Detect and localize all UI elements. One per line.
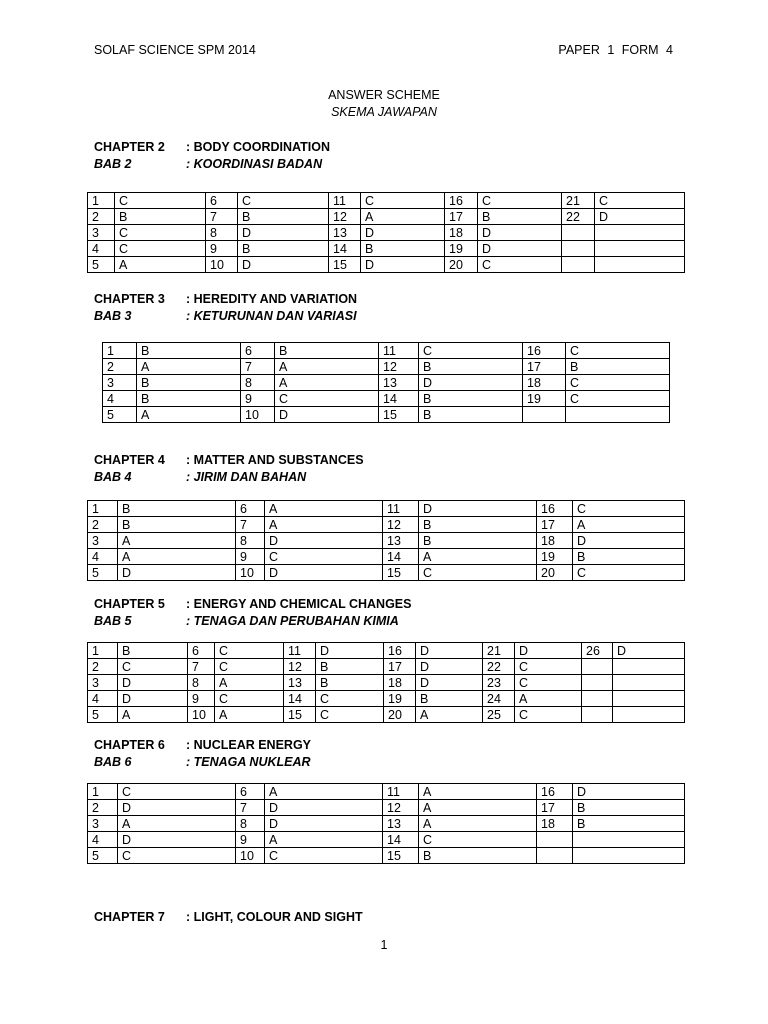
answer-cell: B: [573, 800, 685, 816]
question-number-cell: 18: [537, 533, 573, 549]
question-number-cell: 3: [103, 375, 137, 391]
answer-cell: D: [118, 675, 188, 691]
answer-cell: C: [419, 565, 537, 581]
question-number-cell: [582, 675, 613, 691]
answer-cell: A: [419, 800, 537, 816]
question-number-cell: 17: [384, 659, 416, 675]
answer-cell: D: [478, 225, 562, 241]
answer-cell: C: [275, 391, 379, 407]
question-number-cell: 7: [241, 359, 275, 375]
answer-cell: C: [215, 691, 284, 707]
question-number-cell: 4: [88, 549, 118, 565]
question-number-cell: [537, 832, 573, 848]
question-number-cell: 6: [206, 193, 238, 209]
question-number-cell: 21: [562, 193, 595, 209]
question-number-cell: 8: [241, 375, 275, 391]
question-number-cell: 20: [384, 707, 416, 723]
question-number-cell: 9: [236, 832, 265, 848]
chapter-label: CHAPTER 4: [94, 453, 165, 467]
question-number-cell: 7: [236, 800, 265, 816]
answer-cell: D: [573, 784, 685, 800]
question-number-cell: 13: [329, 225, 361, 241]
table-row: [88, 533, 685, 549]
question-number-cell: 13: [383, 816, 419, 832]
question-number-cell: 9: [241, 391, 275, 407]
question-number-cell: 12: [329, 209, 361, 225]
answer-cell: B: [416, 691, 483, 707]
question-number-cell: 2: [88, 659, 118, 675]
question-number-cell: 12: [284, 659, 316, 675]
table-row: [88, 800, 685, 816]
table-row: [88, 193, 685, 209]
answer-cell: C: [265, 848, 383, 864]
question-number-cell: 2: [88, 517, 118, 533]
table-row: [88, 707, 685, 723]
answer-cell: C: [215, 643, 284, 659]
chapter-7-heading: [94, 909, 363, 926]
question-number-cell: 19: [384, 691, 416, 707]
question-number-cell: 12: [383, 517, 419, 533]
answer-cell: C: [361, 193, 445, 209]
answer-cell: D: [419, 375, 523, 391]
question-number-cell: 14: [383, 549, 419, 565]
answer-cell: C: [515, 707, 582, 723]
chapter-6-answer-table: [87, 783, 685, 864]
chapter-2-answer-table: [87, 192, 685, 273]
answer-cell: A: [416, 707, 483, 723]
answer-cell: A: [265, 501, 383, 517]
answer-cell: D: [238, 225, 329, 241]
question-number-cell: 4: [88, 832, 118, 848]
question-number-cell: 5: [88, 848, 118, 864]
answer-cell: B: [573, 549, 685, 565]
question-number-cell: 18: [384, 675, 416, 691]
table-row: [103, 359, 670, 375]
question-number-cell: 7: [206, 209, 238, 225]
question-number-cell: 4: [88, 691, 118, 707]
question-number-cell: 1: [103, 343, 137, 359]
chapter-4-heading: [94, 452, 364, 486]
answer-cell: A: [515, 691, 582, 707]
chapter-5-heading: [94, 596, 411, 630]
question-number-cell: 22: [483, 659, 515, 675]
question-number-cell: 10: [236, 848, 265, 864]
answer-cell: C: [215, 659, 284, 675]
answer-cell: B: [419, 359, 523, 375]
answer-cell: B: [361, 241, 445, 257]
answer-cell: D: [275, 407, 379, 423]
answer-cell: B: [238, 209, 329, 225]
question-number-cell: 16: [445, 193, 478, 209]
answer-cell: C: [115, 193, 206, 209]
table-row: [103, 343, 670, 359]
answer-cell: D: [265, 565, 383, 581]
table-row: [88, 241, 685, 257]
answer-cell: B: [275, 343, 379, 359]
table-row: [88, 549, 685, 565]
question-number-cell: 15: [329, 257, 361, 273]
bab-title: : TENAGA NUKLEAR: [186, 755, 311, 769]
bab-title: : KETURUNAN DAN VARIASI: [186, 309, 357, 323]
question-number-cell: [523, 407, 566, 423]
question-number-cell: 14: [284, 691, 316, 707]
answer-cell: A: [265, 832, 383, 848]
question-number-cell: [562, 225, 595, 241]
question-number-cell: 23: [483, 675, 515, 691]
question-number-cell: 15: [383, 848, 419, 864]
question-number-cell: 10: [241, 407, 275, 423]
question-number-cell: 20: [537, 565, 573, 581]
answer-cell: B: [566, 359, 670, 375]
question-number-cell: 15: [383, 565, 419, 581]
question-number-cell: 3: [88, 225, 115, 241]
answer-cell: D: [573, 533, 685, 549]
question-number-cell: 20: [445, 257, 478, 273]
question-number-cell: 11: [329, 193, 361, 209]
answer-cell: B: [419, 533, 537, 549]
question-number-cell: 10: [206, 257, 238, 273]
chapter-label: CHAPTER 3: [94, 292, 165, 306]
chapter-title: : HEREDITY AND VARIATION: [186, 292, 358, 306]
table-row: [103, 391, 670, 407]
header-left: SOLAF SCIENCE SPM 2014: [94, 43, 256, 57]
question-number-cell: 6: [241, 343, 275, 359]
chapter-3-heading: [94, 291, 357, 325]
page-title: ANSWER SCHEME: [328, 88, 440, 102]
answer-cell: D: [416, 659, 483, 675]
question-number-cell: 1: [88, 643, 118, 659]
answer-cell: D: [515, 643, 582, 659]
answer-cell: B: [419, 848, 537, 864]
question-number-cell: 21: [483, 643, 515, 659]
answer-cell: B: [419, 391, 523, 407]
answer-cell: B: [573, 816, 685, 832]
answer-cell: C: [115, 241, 206, 257]
answer-cell: [573, 832, 685, 848]
question-number-cell: 19: [523, 391, 566, 407]
answer-cell: A: [137, 407, 241, 423]
table-row: [88, 675, 685, 691]
answer-cell: B: [316, 675, 384, 691]
question-number-cell: 5: [88, 565, 118, 581]
question-number-cell: 11: [383, 501, 419, 517]
answer-cell: B: [118, 643, 188, 659]
answer-cell: B: [137, 343, 241, 359]
answer-cell: C: [118, 784, 236, 800]
question-number-cell: 1: [88, 501, 118, 517]
question-number-cell: 25: [483, 707, 515, 723]
question-number-cell: 6: [236, 784, 265, 800]
question-number-cell: 7: [236, 517, 265, 533]
question-number-cell: 6: [188, 643, 215, 659]
answer-cell: A: [215, 707, 284, 723]
answer-cell: A: [118, 816, 236, 832]
answer-cell: [595, 225, 685, 241]
question-number-cell: 9: [188, 691, 215, 707]
answer-cell: A: [137, 359, 241, 375]
question-number-cell: 14: [379, 391, 419, 407]
question-number-cell: 1: [88, 784, 118, 800]
answer-cell: A: [419, 784, 537, 800]
question-number-cell: 6: [236, 501, 265, 517]
question-number-cell: 8: [236, 816, 265, 832]
question-number-cell: 10: [188, 707, 215, 723]
answer-cell: D: [595, 209, 685, 225]
question-number-cell: 15: [379, 407, 419, 423]
question-number-cell: 2: [88, 800, 118, 816]
answer-cell: C: [238, 193, 329, 209]
chapter-2-heading: [94, 139, 330, 173]
answer-cell: C: [515, 675, 582, 691]
question-number-cell: 18: [523, 375, 566, 391]
answer-cell: C: [115, 225, 206, 241]
answer-cell: [613, 659, 685, 675]
question-number-cell: 8: [236, 533, 265, 549]
table-row: [88, 225, 685, 241]
answer-cell: D: [118, 832, 236, 848]
answer-cell: B: [118, 501, 236, 517]
bab-label: BAB 4: [94, 470, 132, 484]
question-number-cell: 14: [329, 241, 361, 257]
table-row: [88, 257, 685, 273]
answer-cell: C: [478, 193, 562, 209]
answer-cell: C: [118, 659, 188, 675]
answer-cell: C: [595, 193, 685, 209]
chapter-title: : MATTER AND SUBSTANCES: [186, 453, 364, 467]
question-number-cell: 2: [88, 209, 115, 225]
answer-cell: D: [361, 257, 445, 273]
chapter-5-answer-table: [87, 642, 685, 723]
answer-cell: A: [419, 549, 537, 565]
question-number-cell: 4: [103, 391, 137, 407]
answer-cell: A: [118, 707, 188, 723]
answer-cell: B: [419, 407, 523, 423]
question-number-cell: 13: [284, 675, 316, 691]
question-number-cell: [582, 691, 613, 707]
answer-cell: D: [316, 643, 384, 659]
answer-cell: C: [573, 501, 685, 517]
question-number-cell: [562, 257, 595, 273]
question-number-cell: 16: [537, 501, 573, 517]
table-row: [88, 816, 685, 832]
question-number-cell: 13: [383, 533, 419, 549]
answer-cell: D: [416, 643, 483, 659]
question-number-cell: 14: [383, 832, 419, 848]
question-number-cell: [562, 241, 595, 257]
table-row: [103, 375, 670, 391]
question-number-cell: 17: [537, 800, 573, 816]
answer-cell: D: [118, 565, 236, 581]
answer-cell: [613, 675, 685, 691]
answer-cell: A: [573, 517, 685, 533]
answer-cell: B: [137, 375, 241, 391]
chapter-6-heading: [94, 737, 311, 771]
answer-cell: A: [361, 209, 445, 225]
answer-cell: C: [118, 848, 236, 864]
question-number-cell: 24: [483, 691, 515, 707]
question-number-cell: 18: [537, 816, 573, 832]
bab-title: : JIRIM DAN BAHAN: [186, 470, 307, 484]
question-number-cell: 19: [445, 241, 478, 257]
answer-cell: C: [419, 343, 523, 359]
answer-cell: A: [118, 533, 236, 549]
answer-cell: C: [573, 565, 685, 581]
answer-cell: B: [118, 517, 236, 533]
question-number-cell: 11: [284, 643, 316, 659]
chapter-title: : NUCLEAR ENERGY: [186, 738, 312, 752]
question-number-cell: 19: [537, 549, 573, 565]
table-row: [88, 784, 685, 800]
answer-cell: B: [115, 209, 206, 225]
question-number-cell: 4: [88, 241, 115, 257]
question-number-cell: 11: [383, 784, 419, 800]
answer-cell: A: [215, 675, 284, 691]
answer-cell: D: [419, 501, 537, 517]
question-number-cell: 12: [383, 800, 419, 816]
answer-cell: A: [419, 816, 537, 832]
question-number-cell: 2: [103, 359, 137, 375]
table-row: [88, 832, 685, 848]
bab-label: BAB 2: [94, 157, 132, 171]
answer-cell: C: [566, 391, 670, 407]
question-number-cell: 18: [445, 225, 478, 241]
question-number-cell: 11: [379, 343, 419, 359]
answer-cell: [613, 707, 685, 723]
answer-cell: D: [416, 675, 483, 691]
table-row: [88, 209, 685, 225]
answer-cell: B: [316, 659, 384, 675]
answer-cell: A: [275, 375, 379, 391]
question-number-cell: 16: [384, 643, 416, 659]
answer-cell: A: [265, 784, 383, 800]
chapter-title: : LIGHT, COLOUR AND SIGHT: [186, 910, 363, 924]
page-subtitle: SKEMA JAWAPAN: [331, 105, 437, 119]
table-row: [88, 565, 685, 581]
question-number-cell: 3: [88, 675, 118, 691]
page-number: 1: [380, 938, 388, 952]
answer-cell: C: [316, 691, 384, 707]
chapter-label: CHAPTER 5: [94, 597, 165, 611]
question-number-cell: 5: [103, 407, 137, 423]
table-row: [88, 517, 685, 533]
table-row: [103, 407, 670, 423]
question-number-cell: 16: [537, 784, 573, 800]
answer-cell: B: [238, 241, 329, 257]
question-number-cell: 17: [445, 209, 478, 225]
answer-cell: C: [419, 832, 537, 848]
answer-cell: D: [265, 800, 383, 816]
table-row: [88, 501, 685, 517]
question-number-cell: 17: [537, 517, 573, 533]
question-number-cell: 16: [523, 343, 566, 359]
question-number-cell: 8: [206, 225, 238, 241]
question-number-cell: 9: [206, 241, 238, 257]
answer-cell: [595, 257, 685, 273]
answer-cell: B: [419, 517, 537, 533]
chapter-title: : ENERGY AND CHEMICAL CHANGES: [186, 597, 412, 611]
question-number-cell: 5: [88, 257, 115, 273]
table-row: [88, 848, 685, 864]
answer-cell: C: [566, 375, 670, 391]
answer-cell: C: [566, 343, 670, 359]
answer-cell: A: [115, 257, 206, 273]
answer-cell: A: [118, 549, 236, 565]
answer-cell: [566, 407, 670, 423]
answer-cell: B: [137, 391, 241, 407]
bab-title: : TENAGA DAN PERUBAHAN KIMIA: [186, 614, 399, 628]
question-number-cell: 12: [379, 359, 419, 375]
chapter-label: CHAPTER 7: [94, 910, 165, 924]
chapter-4-answer-table: [87, 500, 685, 581]
answer-cell: D: [238, 257, 329, 273]
question-number-cell: 1: [88, 193, 115, 209]
question-number-cell: [582, 707, 613, 723]
answer-cell: [613, 691, 685, 707]
bab-label: BAB 5: [94, 614, 132, 628]
answer-cell: D: [265, 533, 383, 549]
question-number-cell: [582, 659, 613, 675]
question-number-cell: 17: [523, 359, 566, 375]
answer-cell: D: [118, 691, 188, 707]
question-number-cell: 9: [236, 549, 265, 565]
question-number-cell: 13: [379, 375, 419, 391]
answer-cell: [573, 848, 685, 864]
answer-cell: C: [515, 659, 582, 675]
bab-label: BAB 6: [94, 755, 132, 769]
answer-cell: C: [316, 707, 384, 723]
answer-cell: D: [118, 800, 236, 816]
question-number-cell: 8: [188, 675, 215, 691]
question-number-cell: 7: [188, 659, 215, 675]
answer-cell: A: [265, 517, 383, 533]
chapter-title: : BODY COORDINATION: [186, 140, 330, 154]
answer-cell: D: [478, 241, 562, 257]
table-row: [88, 643, 685, 659]
bab-label: BAB 3: [94, 309, 132, 323]
answer-cell: A: [275, 359, 379, 375]
bab-title: : KOORDINASI BADAN: [186, 157, 323, 171]
answer-cell: [595, 241, 685, 257]
question-number-cell: 15: [284, 707, 316, 723]
question-number-cell: [537, 848, 573, 864]
chapter-label: CHAPTER 6: [94, 738, 165, 752]
answer-cell: C: [478, 257, 562, 273]
answer-cell: D: [613, 643, 685, 659]
answer-cell: C: [265, 549, 383, 565]
answer-cell: D: [265, 816, 383, 832]
question-number-cell: 5: [88, 707, 118, 723]
question-number-cell: 3: [88, 533, 118, 549]
table-row: [88, 691, 685, 707]
chapter-label: CHAPTER 2: [94, 140, 165, 154]
question-number-cell: 22: [562, 209, 595, 225]
question-number-cell: 3: [88, 816, 118, 832]
question-number-cell: 10: [236, 565, 265, 581]
question-number-cell: 26: [582, 643, 613, 659]
chapter-3-answer-table: [102, 342, 670, 423]
answer-cell: B: [478, 209, 562, 225]
header-right: PAPER 1 FORM 4: [558, 43, 673, 57]
answer-cell: D: [361, 225, 445, 241]
table-row: [88, 659, 685, 675]
